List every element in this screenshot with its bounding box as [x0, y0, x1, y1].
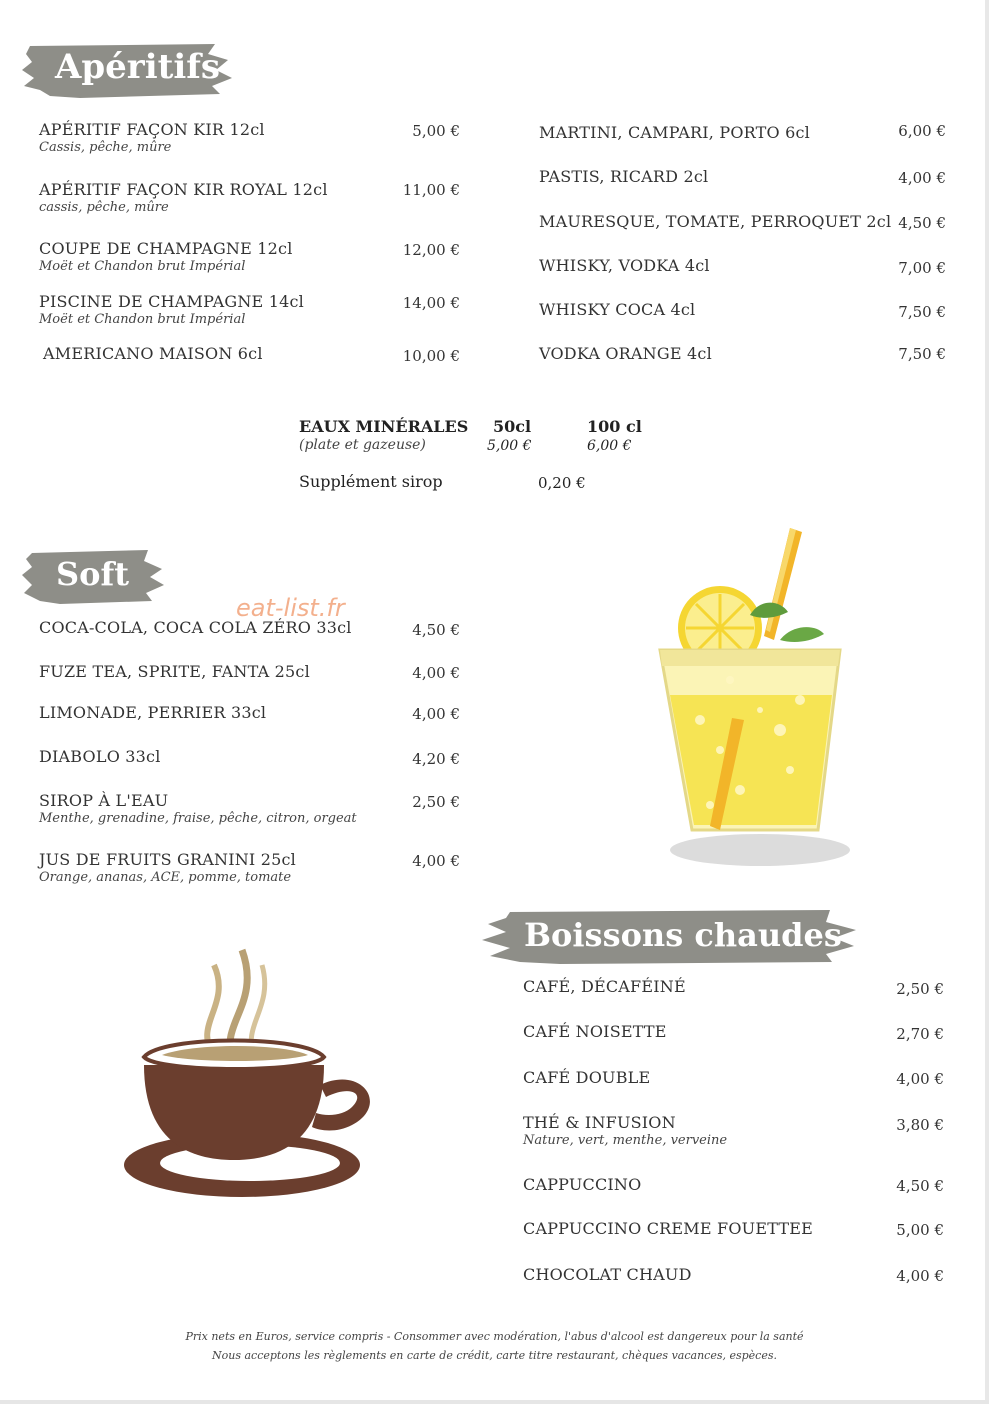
- list-item: [523, 1068, 650, 1087]
- item-price: 10,00 €: [402, 347, 460, 365]
- list-item: [39, 747, 161, 766]
- list-item: [539, 256, 710, 275]
- item-price: 4,00 €: [898, 169, 946, 187]
- mineral-price-100: 6,00 €: [587, 438, 632, 454]
- item-name: SIROP À L'EAU: [39, 791, 169, 810]
- item-price: 4,50 €: [896, 1177, 944, 1195]
- item-price: 11,00 €: [402, 181, 460, 199]
- section-title-soft: Soft: [56, 555, 129, 593]
- item-name: WHISKY, VODKA 4cl: [539, 256, 710, 275]
- mineral-price-50: 5,00 €: [487, 438, 532, 454]
- item-name: MAURESQUE, TOMATE, PERROQUET 2cl: [539, 212, 892, 231]
- item-name: APÉRITIF FAÇON KIR ROYAL 12cl: [39, 180, 328, 199]
- list-item: [539, 344, 712, 363]
- list-item: [523, 977, 686, 996]
- item-name: CHOCOLAT CHAUD: [523, 1265, 692, 1284]
- coffee-cup-icon: [122, 945, 382, 1205]
- item-name: COUPE DE CHAMPAGNE 12cl: [39, 239, 293, 258]
- item-price: 6,00 €: [898, 122, 946, 140]
- item-desc: cassis, pêche, mûre: [39, 200, 169, 215]
- item-name: CAPPUCCINO: [523, 1175, 642, 1194]
- item-price: 4,50 €: [898, 214, 946, 232]
- item-name: JUS DE FRUITS GRANINI 25cl: [39, 850, 296, 869]
- list-item: [39, 292, 304, 327]
- item-name: CAPPUCCINO CREME FOUETTEE: [523, 1219, 814, 1238]
- item-price: 2,70 €: [896, 1025, 944, 1043]
- item-name: PISCINE DE CHAMPAGNE 14cl: [39, 292, 304, 311]
- page-edge: [985, 0, 989, 1404]
- item-price: 4,00 €: [896, 1070, 944, 1088]
- list-item: [39, 618, 352, 637]
- item-name: FUZE TEA, SPRITE, FANTA 25cl: [39, 662, 310, 681]
- item-name: APÉRITIF FAÇON KIR 12cl: [39, 120, 265, 139]
- item-name: THÉ & INFUSION: [523, 1113, 676, 1132]
- item-name: VODKA ORANGE 4cl: [539, 344, 712, 363]
- item-price: 7,00 €: [898, 259, 946, 277]
- item-price: 4,00 €: [412, 664, 460, 682]
- item-price: 5,00 €: [412, 122, 460, 140]
- item-name: WHISKY COCA 4cl: [539, 300, 696, 319]
- item-name: PASTIS, RICARD 2cl: [539, 167, 709, 186]
- item-price: 4,00 €: [412, 852, 460, 870]
- mineral-size-100: 100 cl: [587, 417, 642, 436]
- section-badge-soft: [20, 547, 165, 607]
- lemonade-icon: [620, 520, 860, 870]
- section-badge-aperitifs: [20, 40, 235, 102]
- list-item: [523, 1219, 813, 1238]
- list-item: [39, 703, 266, 722]
- item-name: COCA-COLA, COCA COLA ZÉRO 33cl: [39, 618, 352, 637]
- item-price: 2,50 €: [412, 793, 460, 811]
- item-name: CAFÉ NOISETTE: [523, 1022, 667, 1041]
- syrup-price: 0,20 €: [538, 474, 586, 492]
- item-desc: Moët et Chandon brut Impérial: [39, 312, 246, 327]
- watermark: eat-list.fr: [236, 594, 345, 622]
- item-name: DIABOLO 33cl: [39, 747, 161, 766]
- list-item: [39, 791, 357, 826]
- list-item: [39, 180, 328, 215]
- footer-line-1: Prix nets en Euros, service compris - Consommer avec modération, l'abus d'alcool est dangereux pour la santé: [185, 1330, 804, 1343]
- list-item: [523, 1265, 692, 1284]
- item-desc: Moët et Chandon brut Impérial: [39, 259, 246, 274]
- item-name: CAFÉ DOUBLE: [523, 1068, 651, 1087]
- list-item: [523, 1022, 667, 1041]
- item-desc: Cassis, pêche, mûre: [39, 140, 172, 155]
- item-name: CAFÉ, DÉCAFÉINÉ: [523, 977, 686, 996]
- list-item: [523, 1113, 727, 1148]
- item-name: LIMONADE, PERRIER 33cl: [39, 703, 267, 722]
- item-price: 4,00 €: [412, 705, 460, 723]
- list-item: [43, 344, 263, 363]
- item-desc: Menthe, grenadine, fraise, pêche, citron, orgeat: [39, 811, 357, 826]
- list-item: [39, 662, 310, 681]
- item-price: 2,50 €: [896, 980, 944, 998]
- footer-line-2: Nous acceptons les règlements en carte de crédit, carte titre restaurant, chèques vacances, espèces.: [212, 1349, 777, 1362]
- item-price: 3,80 €: [896, 1116, 944, 1134]
- item-name: AMERICANO MAISON 6cl: [43, 344, 263, 363]
- page-bottom-edge: [0, 1400, 989, 1404]
- item-price: 7,50 €: [898, 345, 946, 363]
- section-title-hot: Boissons chaudes: [524, 916, 842, 954]
- list-item: [523, 1175, 641, 1194]
- item-price: 12,00 €: [402, 241, 460, 259]
- list-item: [539, 167, 708, 186]
- section-badge-hot: [480, 906, 860, 968]
- mineral-desc: (plate et gazeuse): [299, 437, 426, 453]
- item-price: 7,50 €: [898, 303, 946, 321]
- list-item: [539, 300, 695, 319]
- list-item: [39, 120, 265, 155]
- list-item: [539, 123, 810, 142]
- item-price: 4,20 €: [412, 750, 460, 768]
- item-desc: Nature, vert, menthe, verveine: [523, 1133, 728, 1148]
- list-item: [39, 239, 293, 274]
- mineral-title: EAUX MINÉRALES: [299, 417, 469, 436]
- mineral-size-50: 50cl: [493, 417, 532, 436]
- list-item: [39, 850, 296, 885]
- item-price: 5,00 €: [896, 1221, 944, 1239]
- section-title-aperitifs: Apéritifs: [55, 47, 221, 87]
- item-price: 4,00 €: [896, 1267, 944, 1285]
- item-price: 14,00 €: [402, 294, 460, 312]
- item-price: 4,50 €: [412, 621, 460, 639]
- item-desc: Orange, ananas, ACE, pomme, tomate: [39, 870, 292, 885]
- item-name: MARTINI, CAMPARI, PORTO 6cl: [539, 123, 810, 142]
- syrup-label: Supplément sirop: [299, 472, 443, 491]
- list-item: [539, 212, 891, 231]
